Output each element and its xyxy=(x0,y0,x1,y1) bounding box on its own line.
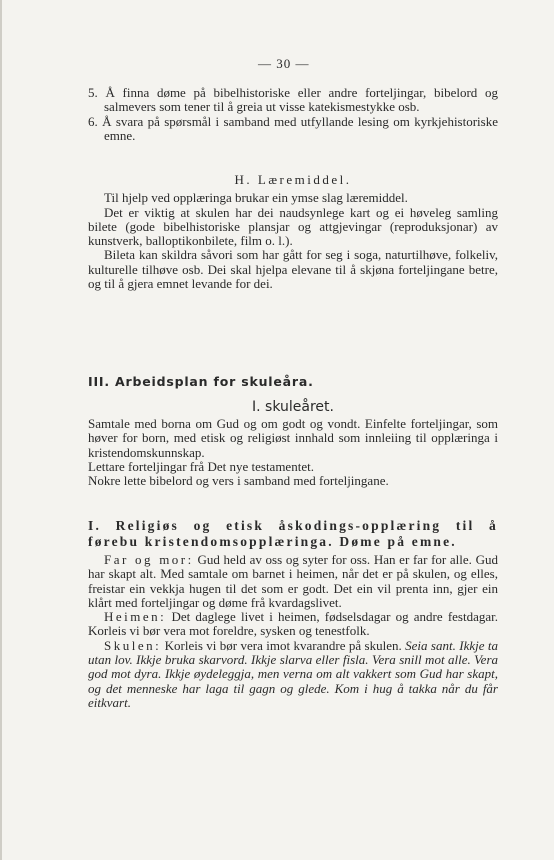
section-heading: III. Arbeidsplan for skuleåra. xyxy=(88,374,314,389)
paragraph-skulen: Skulen: Korleis vi bør vera imot kvarandre på skulen. Seia sant. Ikkje ta utan lov. Ikkje bruka skarvord. Ikkje slarva eller fisla. Vera snill mot alle. Vera god mot dyra. Ikkje øydeleggja, men verna om alt vakkert som Gud har skapt, og det menneske har laga til gagn og glede. Kom i hug å takka når du får eitkvart. xyxy=(88,637,499,710)
page-edge xyxy=(0,0,2,860)
section-religios xyxy=(88,518,498,710)
paragraph: Bileta kan skildra såvori som har gått for seg i soga, naturtilhøve, folkeliv, kulturelle tilhøve osb. Dei skal hjelpa elevane til å skjøna forteljingane betre, og til å gjera emnet levande for dei. xyxy=(88,247,498,292)
list-item-6: 6. Å svara på spørsmål i samband med utfyllande lesing om kyrkjehistoriske emne. xyxy=(88,113,498,143)
page-number: — 30 — xyxy=(258,56,310,71)
paragraph: Det er viktig at skulen har dei naudsynlege kart og ei høveleg samling bilete (gode bibelhistoriske plansjar og attgjevingar (reproduksjonar) av kunstverk, balloptikonbilete, film o. l.). xyxy=(88,204,498,249)
paragraph: Nokre lette bibelord og vers i samband med forteljingane. xyxy=(88,473,389,489)
paragraph: Til hjelp ved opplæringa brukar ein ymse slag læremiddel. xyxy=(104,190,408,206)
section-heading: H. Læremiddel. xyxy=(234,172,352,187)
list-item-5: 5. Å finna døme på bibelhistoriske eller andre forteljingar, bibelord og salmevers som tener til å greia ut visse katekismestykke osb. xyxy=(88,85,498,115)
paragraph-heimen: Heimen: Det daglege livet i heimen, fødselsdagar og andre festdagar. Korleis vi bør vera mot foreldre, sysken og tenestfolk. xyxy=(88,609,499,639)
paragraph-far-og-mor: Far og mor: Gud held av oss og syter for oss. Han er far for alle. Gud har skapt alt. Med samtale om barnet i heimen, når det er på skulen, og elles, freistar ein vekkja hugen til det som er godt. Det ein vil prenta inn, gjer ein klårt med forteljingar og døme frå kvardagslivet. xyxy=(88,552,498,610)
section-laremiddel xyxy=(88,173,498,291)
paragraph: Samtale med borna om Gud og om godt og vondt. Einfelte forteljingar, som høver for born, med etisk og religiøst innhald som innleiing til opplæringa i kristendomskunnskap. xyxy=(88,416,498,460)
section-arbeidsplan xyxy=(88,374,498,488)
numbered-list xyxy=(88,86,498,143)
section-heading: I. Religiøs og etisk åskodings-opplæring til å førebu kristendomsopplæringa. Døme på emne. xyxy=(88,518,498,549)
paragraph: Lettare forteljingar frå Det nye testamentet. xyxy=(88,458,314,474)
subheading: I. skuleåret. xyxy=(252,399,334,415)
